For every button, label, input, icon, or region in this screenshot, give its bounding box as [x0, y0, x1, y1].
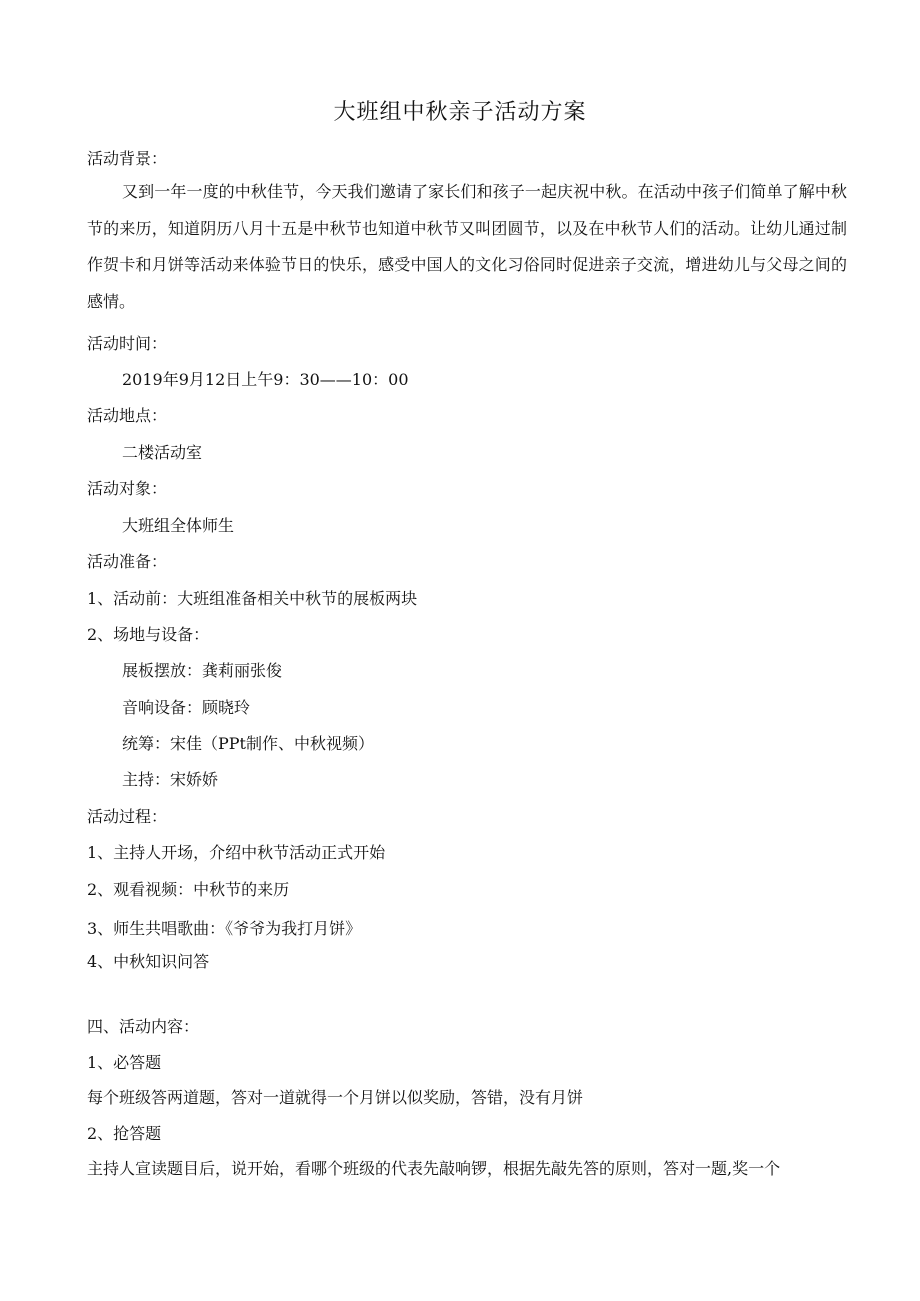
- prep-item-1: 1、活动前：大班组准备相关中秋节的展板两块: [87, 589, 418, 608]
- content-item-2: 2、抢答题: [87, 1124, 162, 1143]
- time-heading: 活动时间：: [87, 334, 168, 353]
- prep-sub-1: 展板摆放：龚莉丽张俊: [122, 661, 283, 680]
- audience-value: 大班组全体师生: [122, 516, 235, 535]
- prep-sub-3: 统筹：宋佳（PPt制作、中秋视频）: [122, 734, 374, 753]
- place-heading: 活动地点：: [87, 406, 168, 425]
- process-item-3: 3、师生共唱歌曲：《爷爷为我打月饼》: [87, 919, 362, 938]
- background-text: 又到一年一度的中秋佳节，今天我们邀请了家长们和孩子一起庆祝中秋。在活动中孩子们简单了解中秋节的来历，知道阴历八月十五是中秋节也知道中秋节又叫团圆节，以及在中秋节人们的活动。让幼儿通过制作贺卡和月饼等活动来体验节日的快乐，感受中国人的文化习俗同时促进亲子交流，增进幼儿与父母之间的感情。: [87, 182, 847, 311]
- time-value: 2019年9月12日上午9：30——10：00: [122, 370, 409, 389]
- content-item-1: 1、必答题: [87, 1053, 162, 1072]
- place-value: 二楼活动室: [122, 443, 203, 462]
- prep-item-2: 2、场地与设备：: [87, 625, 210, 644]
- process-item-2: 2、观看视频：中秋节的来历: [87, 880, 290, 899]
- content-item-1-text: 每个班级答两道题，答对一道就得一个月饼以似奖励，答错，没有月饼: [87, 1088, 584, 1107]
- prep-heading: 活动准备：: [87, 552, 168, 571]
- content-item-2-text: 主持人宣读题目后，说开始，看哪个班级的代表先敲响锣，根据先敲先答的原则，答对一题,奖一个: [87, 1159, 781, 1178]
- background-paragraph: [87, 174, 847, 320]
- process-heading: 活动过程：: [87, 807, 168, 826]
- process-item-4: 4、中秋知识问答: [87, 952, 210, 971]
- process-item-1: 1、主持人开场，介绍中秋节活动正式开始: [87, 843, 386, 862]
- audience-heading: 活动对象：: [87, 479, 168, 498]
- prep-sub-2: 音响设备：顾晓玲: [122, 698, 251, 717]
- background-heading: 活动背景：: [87, 149, 168, 168]
- content-heading: 四、活动内容：: [87, 1017, 200, 1036]
- document-title: 大班组中秋亲子活动方案: [333, 100, 587, 125]
- prep-sub-4: 主持：宋娇娇: [122, 770, 219, 789]
